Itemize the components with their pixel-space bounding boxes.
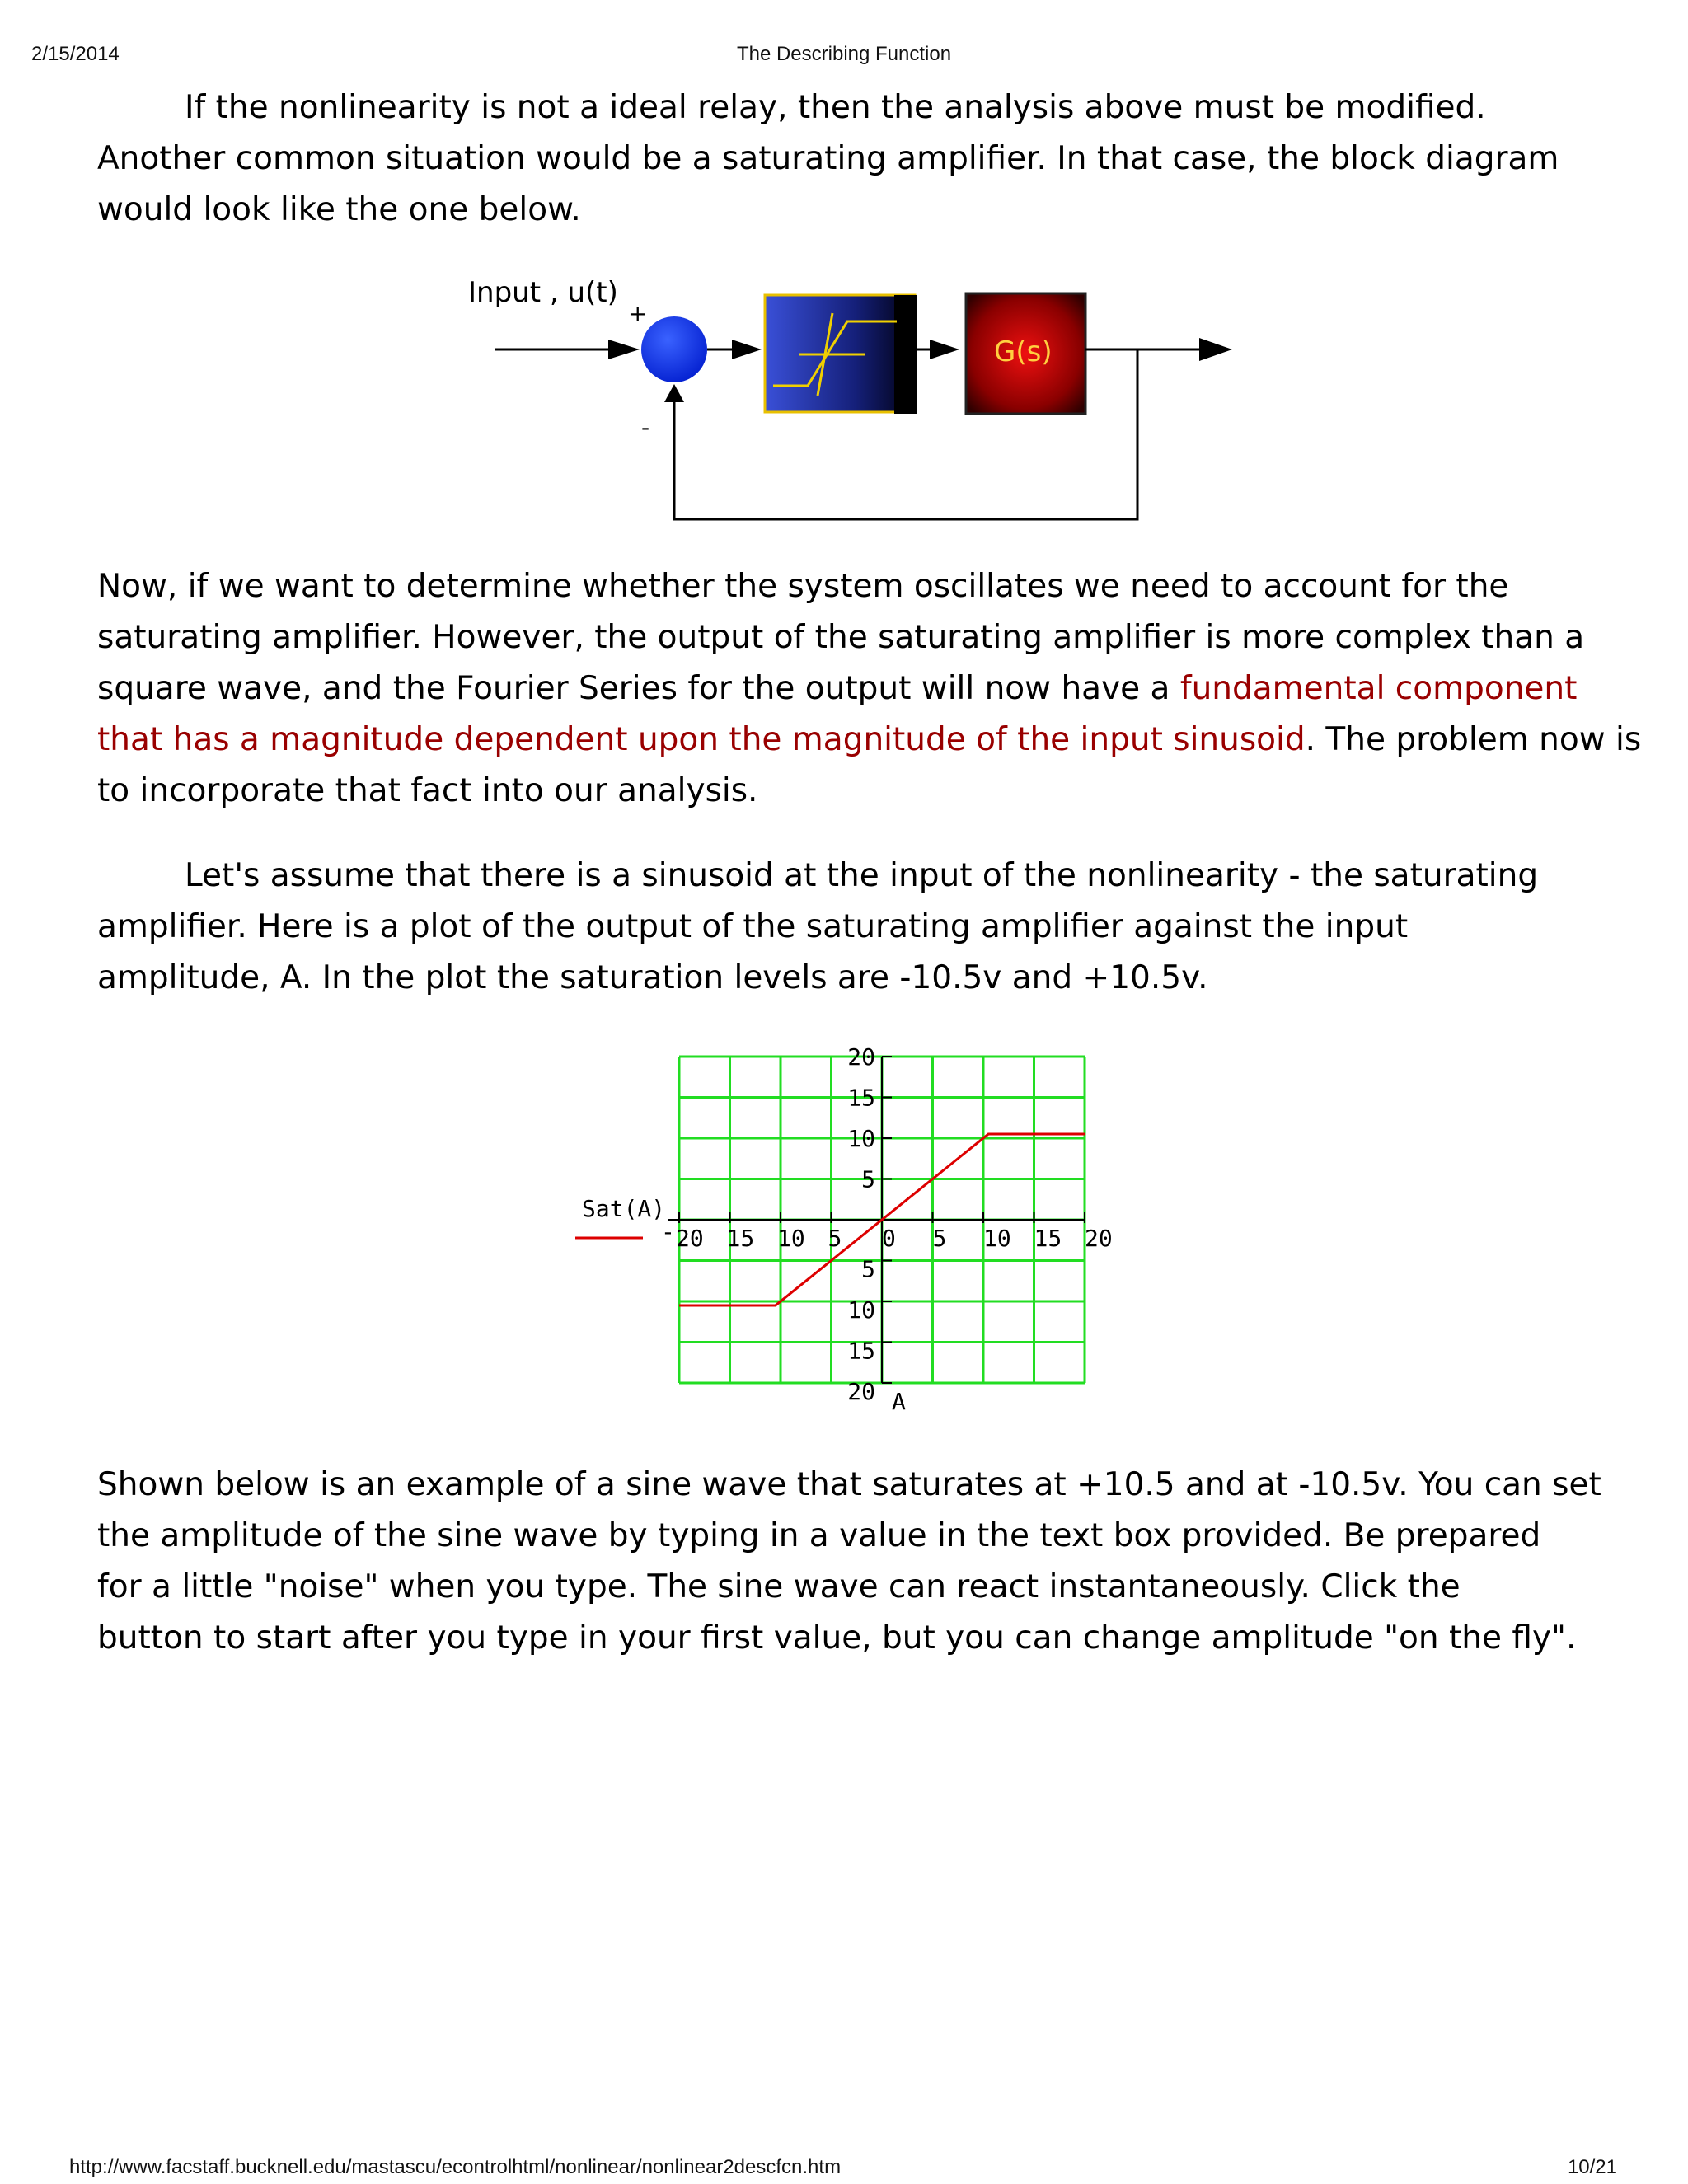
paragraph-line: square wave, and the Fourier Series for the output will now have a [97,670,1180,707]
x-tick-minus: - [661,1218,675,1245]
paragraph-sine-demo [97,1460,1614,1664]
x-tick-label: 15 [1034,1225,1062,1252]
feedback-arrowhead [664,384,684,402]
y-tick-label: 15 [847,1084,875,1112]
paragraph-line: Let's assume that there is a sinusoid at the input of the nonlinearity - the saturating [185,857,1539,894]
print-title: The Describing Function [736,43,952,65]
x-axis-label: A [892,1388,906,1415]
sat-output-arrowhead [930,340,959,359]
paragraph-line: for a little "noise" when you type. The sine wave can react instantaneously. Click the [97,1568,1461,1605]
y-tick-label: 10 [847,1125,875,1152]
highlight-text: that has a magnitude dependent upon the magnitude of the input sinusoid [97,721,1306,758]
error-arrowhead [732,340,762,359]
x-tick-label: 5 [828,1225,842,1252]
paragraph-line: button to start after you type in your first value, but you can change amplitude "on the fly". [97,1619,1577,1657]
paragraph-sinusoid [97,851,1614,1004]
page-number: 10/21 [1567,2156,1617,2178]
paragraph-oscillation [97,561,1642,817]
paragraph-line: amplitude, A. In the plot the saturation levels are -10.5v and +10.5v. [97,959,1208,996]
x-tick-label: 15 [726,1225,755,1252]
paragraph-line: Now, if we want to determine whether the system oscillates we need to account for the [97,568,1509,605]
y-tick-label: 5 [861,1255,875,1283]
y-tick-label: 20 [847,1378,875,1405]
minus-sign: - [641,414,650,441]
x-tick-label: 10 [777,1225,805,1252]
paragraph-line: . The problem now is [1305,721,1642,758]
y-tick-label: 15 [847,1337,875,1365]
paragraph-line: If the nonlinearity is not a ideal relay, then the analysis above must be modified. [185,89,1486,126]
plant-label: G(s) [994,335,1053,368]
paragraph-intro [97,82,1614,236]
print-date: 2/15/2014 [31,43,120,65]
input-label: Input , u(t) [468,276,618,309]
x-tick-label: 20 [676,1225,704,1252]
paragraph-line: Another common situation would be a saturating amplifier. In that case, the block diagram [97,140,1559,177]
paragraph-line: to incorporate that fact into our analysis. [97,772,758,809]
summing-junction [641,316,707,382]
saturation-chart [569,1047,1113,1418]
y-tick-label: 10 [847,1296,875,1324]
x-tick-label: 5 [932,1225,947,1252]
legend-label: Sat(A) [582,1195,666,1222]
paragraph-line: saturating amplifier. However, the output of the saturating amplifier is more complex than a [97,619,1585,656]
paragraph-line: the amplitude of the sine wave by typing in a value in the text box provided. Be prepared [97,1517,1541,1554]
chart-legend [575,1195,665,1238]
x-tick-label: 10 [983,1225,1011,1252]
paragraph-line: amplifier. Here is a plot of the output of the saturating amplifier against the input [97,908,1409,945]
paragraph-line: Shown below is an example of a sine wave that saturates at +10.5 and at -10.5v. You can set [97,1466,1601,1503]
y-tick-label: 5 [861,1165,875,1193]
source-url: http://www.facstaff.bucknell.edu/mastascu/econtrolhtml/nonlinear/nonlinear2descfcn.htm [69,2156,842,2178]
output-arrowhead [1199,338,1232,361]
y-tick-label: 20 [847,1047,875,1071]
paragraph-line: would look like the one below. [97,191,581,228]
x-tick-label: 0 [882,1225,896,1252]
input-arrowhead [608,340,640,359]
x-tick-label: 20 [1085,1225,1113,1252]
plus-sign: + [628,300,648,327]
highlight-text: fundamental component [1179,670,1578,707]
block-diagram [445,262,1253,526]
